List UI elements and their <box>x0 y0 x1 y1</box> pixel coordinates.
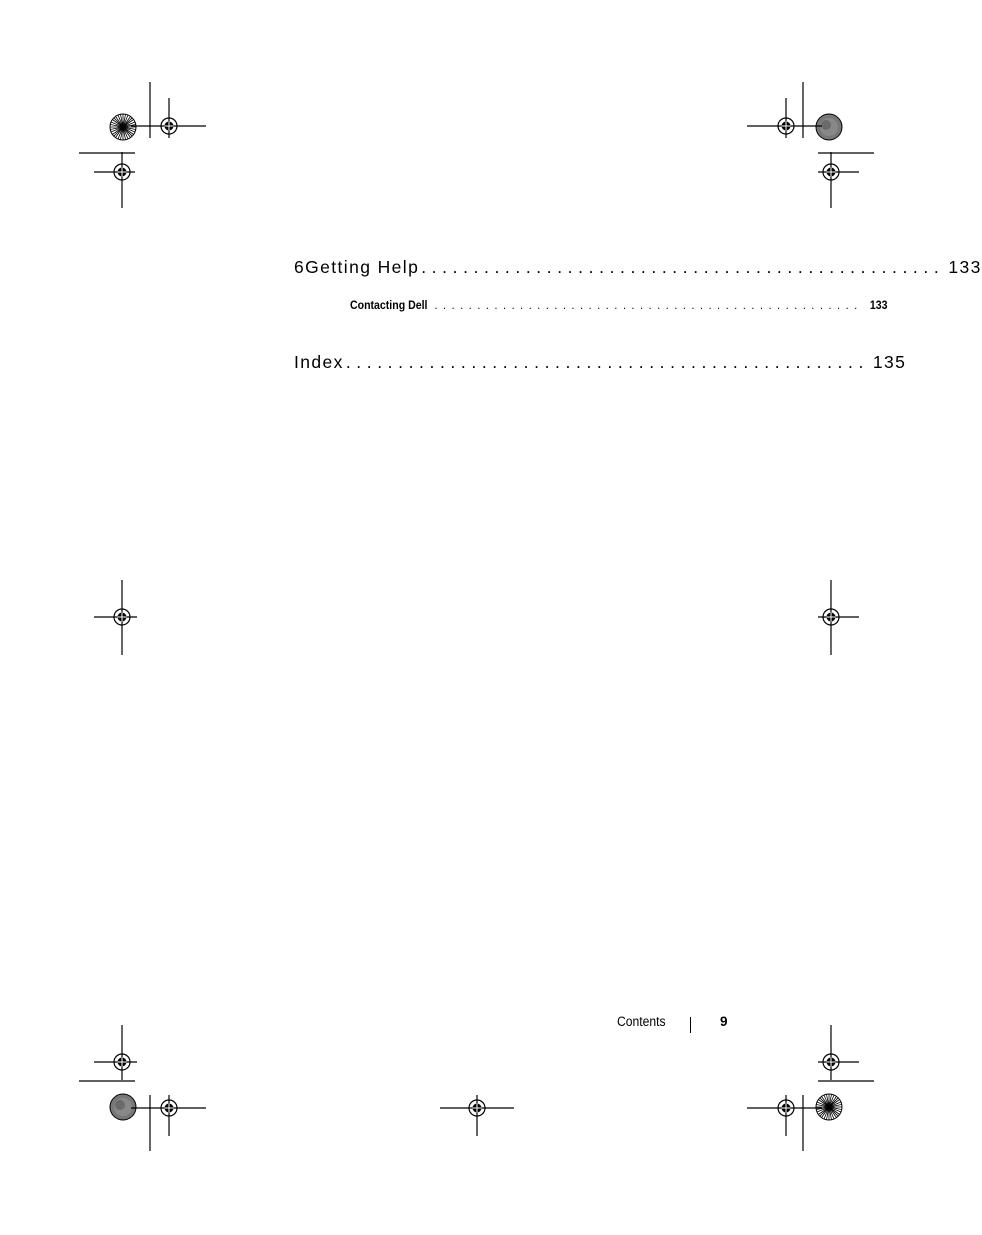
dot-leader: .................................................. <box>345 352 869 372</box>
index-title: Index <box>294 352 344 372</box>
chapter-page-number: 133 <box>948 257 982 277</box>
section-page-number: 133 <box>869 298 888 312</box>
dot-leader: .................................................. <box>434 298 863 312</box>
footer-section-label: Contents <box>617 1014 666 1029</box>
toc-chapter-entry[interactable] <box>294 257 982 278</box>
toc-index-entry[interactable] <box>294 352 907 373</box>
chapter-title: Getting Help <box>305 257 420 277</box>
chapter-number: 6 <box>294 257 306 277</box>
footer-page-number: 9 <box>720 1014 728 1029</box>
dot-leader: .................................................. <box>421 257 945 277</box>
section-title: Contacting Dell <box>350 298 428 312</box>
index-page-number: 135 <box>872 352 907 372</box>
toc-section-entry[interactable] <box>350 298 888 312</box>
footer-separator <box>690 1017 691 1033</box>
